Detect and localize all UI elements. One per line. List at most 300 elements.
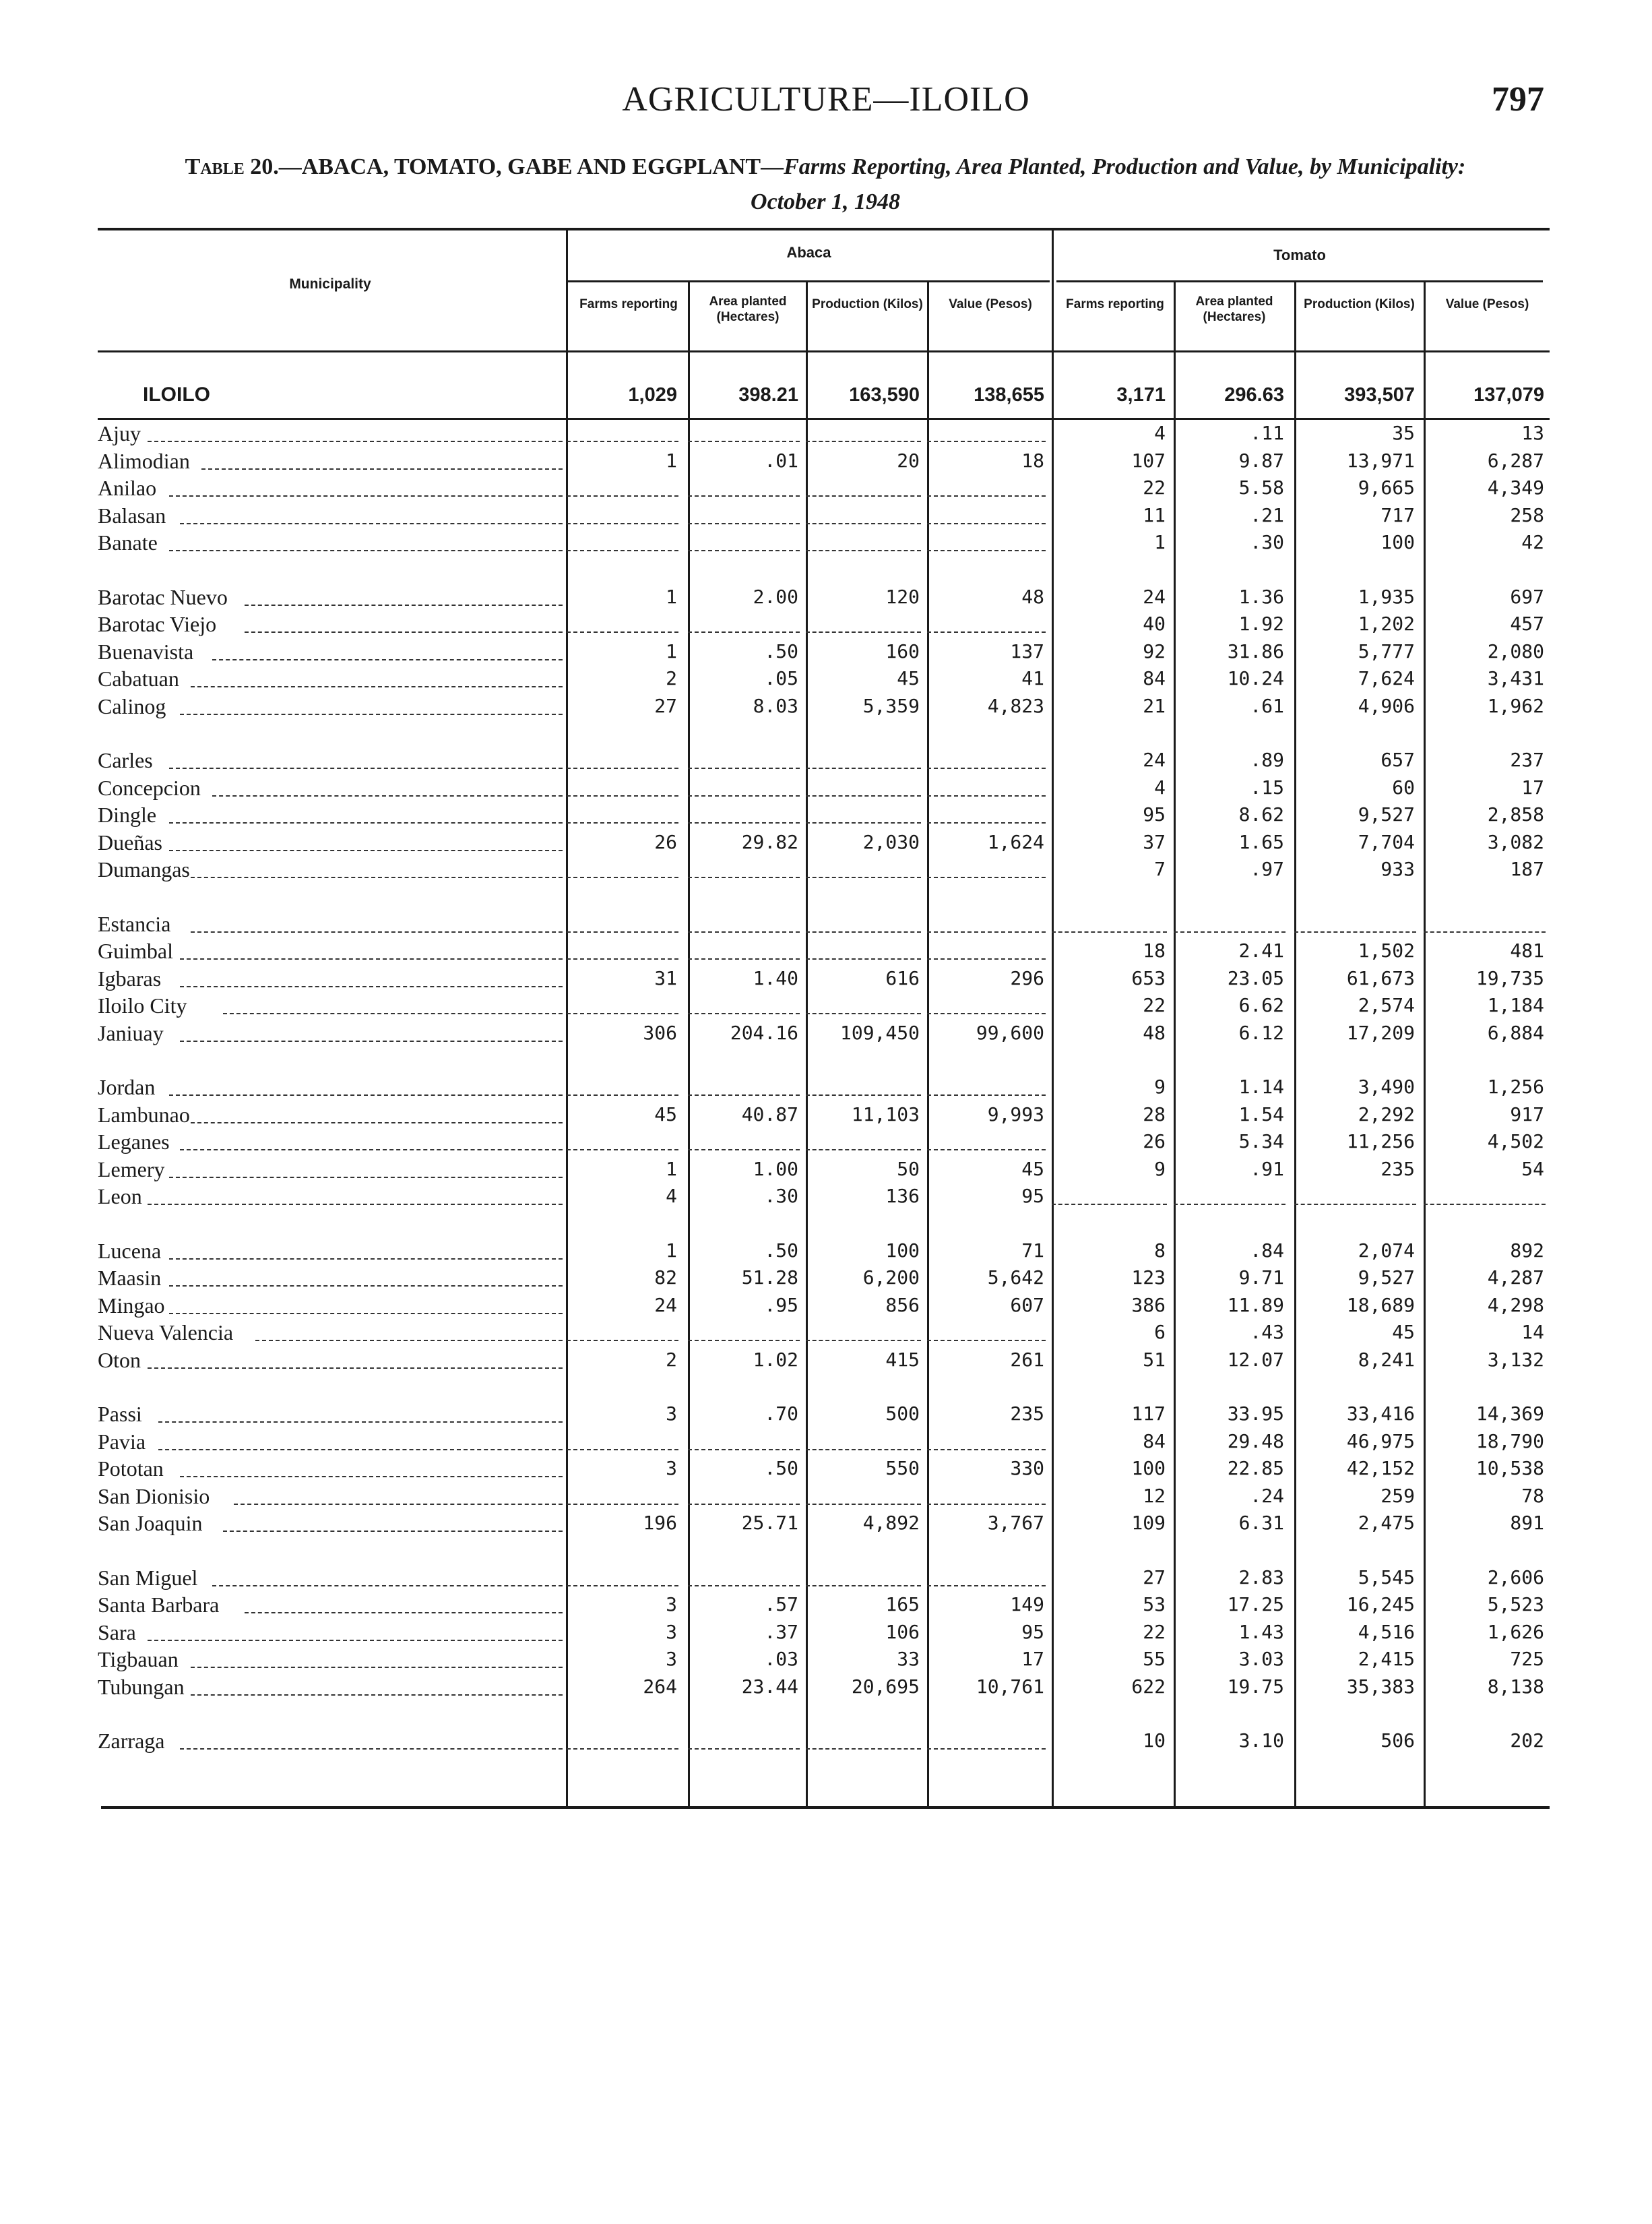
tomato-value-cell: 54 <box>1521 1157 1544 1180</box>
dot-leader <box>180 986 563 987</box>
table-row <box>0 1320 1652 1345</box>
table-row <box>0 1129 1652 1154</box>
page-number: 797 <box>1492 80 1544 119</box>
municipality-name: Dumangas <box>98 857 190 882</box>
abaca-production-header: Production (Kilos) <box>812 297 923 311</box>
empty-cell-leader <box>806 1340 921 1341</box>
municipality-name: Nueva Valencia <box>98 1320 234 1345</box>
dot-leader <box>180 1149 563 1150</box>
empty-cell-leader <box>927 1094 1046 1096</box>
tomato-area-cell: 1.36 <box>1238 585 1284 608</box>
municipality-name: Guimbal <box>98 939 173 963</box>
abaca-area-cell: .01 <box>764 449 798 472</box>
empty-cell-leader <box>1424 931 1546 933</box>
tomato-area-cell: 9.71 <box>1238 1266 1284 1289</box>
tomato-value-cell: 481 <box>1510 939 1544 962</box>
empty-cell-leader <box>567 877 678 878</box>
tomato-area-cell: 17.25 <box>1227 1593 1284 1615</box>
municipality-name: Maasin <box>98 1266 162 1290</box>
abaca-area-cell: .50 <box>764 640 798 662</box>
empty-cell-leader <box>688 877 800 878</box>
abaca-production-cell: 500 <box>885 1402 920 1425</box>
empty-cell-leader <box>806 768 921 769</box>
dot-leader <box>245 1612 563 1613</box>
municipality-name: Dueñas <box>98 830 162 855</box>
abaca-farms-cell: 27 <box>654 694 677 717</box>
dot-leader <box>169 1285 563 1287</box>
tomato-area-cell: 11.89 <box>1227 1293 1284 1316</box>
tomato-value-cell: 457 <box>1510 613 1544 635</box>
tomato-farms-cell: 22 <box>1143 476 1166 499</box>
municipality-name: San Miguel <box>98 1565 198 1590</box>
tomato-production-cell: 9,665 <box>1358 476 1415 499</box>
tomato-area-cell: 1.14 <box>1238 1076 1284 1098</box>
tomato-value-cell: 187 <box>1510 858 1544 880</box>
tomato-farms-cell: 4 <box>1154 776 1166 799</box>
abaca-value-cell: 9,993 <box>987 1103 1044 1125</box>
tomato-value-cell: 1,256 <box>1487 1076 1544 1098</box>
abaca-value-cell: 3,767 <box>987 1512 1044 1534</box>
empty-cell-leader <box>567 441 678 442</box>
tomato-production-cell: 17,209 <box>1346 1021 1415 1044</box>
abaca-value-cell: 296 <box>1010 966 1044 989</box>
tomato-area-cell: .15 <box>1250 776 1284 799</box>
abaca-group-header: Abaca <box>786 244 831 261</box>
tomato-farms-cell: 22 <box>1143 994 1166 1016</box>
tomato-farms-cell: 123 <box>1131 1266 1166 1289</box>
empty-cell-leader <box>1424 1204 1546 1205</box>
municipality-name: Iloilo City <box>98 993 187 1018</box>
tomato-farms-cell: 386 <box>1131 1293 1166 1316</box>
table-row <box>0 1074 1652 1100</box>
tomato-farms-cell: 26 <box>1143 1130 1166 1152</box>
table-row <box>0 503 1652 528</box>
table-row <box>0 1238 1652 1264</box>
table-row <box>0 1156 1652 1182</box>
abaca-production-cell: 550 <box>885 1457 920 1479</box>
dot-leader <box>191 1667 563 1668</box>
abaca-area-cell: .50 <box>764 1239 798 1262</box>
tomato-farms-cell: 653 <box>1131 966 1166 989</box>
tomato-value-cell: 237 <box>1510 749 1544 771</box>
empty-cell-leader <box>688 550 800 551</box>
abaca-production-cell: 2,030 <box>862 830 920 853</box>
empty-cell-leader <box>806 631 921 633</box>
table-row <box>0 747 1652 773</box>
tomato-farms-cell: 51 <box>1143 1348 1166 1371</box>
tomato-production-cell: 4,516 <box>1358 1620 1415 1643</box>
tomato-farms-cell: 84 <box>1143 1429 1166 1452</box>
total-row-rule <box>98 418 1550 420</box>
tomato-area-cell: 1.65 <box>1238 830 1284 853</box>
total-tomato-value: 137,079 <box>1473 384 1544 406</box>
tomato-production-cell: 2,074 <box>1358 1239 1415 1262</box>
tomato-value-cell: 19,735 <box>1475 966 1544 989</box>
municipality-name: Leon <box>98 1184 142 1208</box>
dot-leader <box>234 1504 563 1505</box>
table-row <box>0 1456 1652 1481</box>
dot-leader <box>191 1122 563 1123</box>
empty-cell-leader <box>806 1748 921 1750</box>
abaca-production-cell: 45 <box>897 667 920 689</box>
abaca-farms-cell: 306 <box>643 1021 677 1044</box>
abaca-production-cell: 160 <box>885 640 920 662</box>
group-underline-abaca <box>568 280 1050 282</box>
municipality-name: Santa Barbara <box>98 1593 220 1617</box>
empty-cell-leader <box>688 822 800 824</box>
tomato-production-cell: 933 <box>1380 858 1415 880</box>
abaca-farms-header: Farms reporting <box>579 297 678 311</box>
table-row <box>0 1293 1652 1318</box>
tomato-farms-cell: 27 <box>1143 1566 1166 1588</box>
table-row <box>0 1347 1652 1373</box>
abaca-value-cell: 1,624 <box>987 830 1044 853</box>
tomato-area-cell: .89 <box>1250 749 1284 771</box>
table-row <box>0 1619 1652 1645</box>
empty-cell-leader <box>806 523 921 524</box>
abaca-area-cell: 1.40 <box>753 966 798 989</box>
tomato-value-cell: 2,606 <box>1487 1566 1544 1588</box>
tomato-production-cell: 35 <box>1392 422 1415 444</box>
abaca-area-cell: .95 <box>764 1293 798 1316</box>
table-row <box>0 775 1652 801</box>
empty-cell-leader <box>567 795 678 797</box>
empty-cell-leader <box>806 877 921 878</box>
empty-cell-leader <box>927 1449 1046 1450</box>
empty-cell-leader <box>806 1013 921 1014</box>
abaca-farms-cell: 2 <box>666 1348 677 1371</box>
tomato-area-cell: 22.85 <box>1227 1457 1284 1479</box>
dot-leader <box>180 523 563 524</box>
tomato-farms-cell: 24 <box>1143 585 1166 608</box>
empty-cell-leader <box>567 523 678 524</box>
tomato-value-cell: 4,502 <box>1487 1130 1544 1152</box>
municipality-header: Municipality <box>289 276 371 292</box>
tomato-area-cell: 33.95 <box>1227 1402 1284 1425</box>
abaca-farms-cell: 3 <box>666 1620 677 1643</box>
table-row <box>0 639 1652 665</box>
tomato-area-cell: 10.24 <box>1227 667 1284 689</box>
tomato-farms-cell: 55 <box>1143 1648 1166 1670</box>
abaca-area-cell: 25.71 <box>741 1512 798 1534</box>
abaca-area-cell: 1.00 <box>753 1157 798 1180</box>
abaca-production-cell: 11,103 <box>851 1103 920 1125</box>
empty-cell-leader <box>927 495 1046 497</box>
table-description: Farms Reporting, Area Planted, Production and Value, by Municipality: October 1, 1948 <box>751 154 1466 214</box>
tomato-production-cell: 5,545 <box>1358 1566 1415 1588</box>
abaca-value-cell: 261 <box>1010 1348 1044 1371</box>
tomato-farms-cell: 1 <box>1154 531 1166 553</box>
tomato-value-cell: 891 <box>1510 1512 1544 1534</box>
tomato-area-cell: 2.41 <box>1238 939 1284 962</box>
empty-cell-leader <box>927 768 1046 769</box>
table-caption <box>145 150 1506 220</box>
empty-cell-leader <box>688 795 800 797</box>
tomato-value-cell: 13 <box>1521 422 1544 444</box>
tomato-production-cell: 45 <box>1392 1321 1415 1343</box>
dot-leader <box>180 1748 563 1750</box>
municipality-name: Barotac Viejo <box>98 612 217 636</box>
tomato-farms-cell: 53 <box>1143 1593 1166 1615</box>
municipality-name: Barotac Nuevo <box>98 584 228 609</box>
abaca-farms-cell: 4 <box>666 1185 677 1207</box>
abaca-farms-cell: 31 <box>654 966 677 989</box>
tomato-farms-cell: 21 <box>1143 694 1166 717</box>
abaca-value-cell: 95 <box>1021 1620 1044 1643</box>
dot-leader <box>169 1094 563 1096</box>
abaca-production-cell: 165 <box>885 1593 920 1615</box>
table-row <box>0 611 1652 637</box>
abaca-area-cell: .57 <box>764 1593 798 1615</box>
abaca-farms-cell: 1 <box>666 1157 677 1180</box>
empty-cell-leader <box>567 1585 678 1586</box>
table-row <box>0 1429 1652 1454</box>
municipality-name: Mingao <box>98 1293 165 1318</box>
tomato-production-cell: 16,245 <box>1346 1593 1415 1615</box>
tomato-value-cell: 917 <box>1510 1103 1544 1125</box>
empty-cell-leader <box>688 768 800 769</box>
table-row <box>0 1565 1652 1590</box>
tomato-area-cell: .61 <box>1250 694 1284 717</box>
empty-cell-leader <box>806 1149 921 1150</box>
dot-leader <box>148 1640 563 1641</box>
tomato-value-cell: 17 <box>1521 776 1544 799</box>
tomato-value-cell: 1,626 <box>1487 1620 1544 1643</box>
abaca-area-cell: .03 <box>764 1648 798 1670</box>
tomato-production-cell: 11,256 <box>1346 1130 1415 1152</box>
table-row <box>0 1401 1652 1427</box>
dot-leader <box>148 441 563 442</box>
tomato-farms-cell: 84 <box>1143 667 1166 689</box>
tomato-farms-header: Farms reporting <box>1066 297 1164 311</box>
tomato-farms-cell: 117 <box>1131 1402 1166 1425</box>
tomato-value-cell: 4,349 <box>1487 476 1544 499</box>
abaca-value-cell: 137 <box>1010 640 1044 662</box>
empty-cell-leader <box>567 822 678 824</box>
tomato-farms-cell: 100 <box>1131 1457 1166 1479</box>
tomato-farms-cell: 9 <box>1154 1157 1166 1180</box>
tomato-value-cell: 14,369 <box>1475 1402 1544 1425</box>
tomato-production-cell: 35,383 <box>1346 1675 1415 1698</box>
abaca-area-cell: 2.00 <box>753 585 798 608</box>
empty-cell-leader <box>688 1094 800 1096</box>
empty-cell-leader <box>688 1504 800 1505</box>
table-subject: —ABACA, TOMATO, GABE AND EGGPLANT— <box>278 154 784 179</box>
dot-leader <box>158 1421 563 1423</box>
empty-cell-leader <box>1052 931 1167 933</box>
tomato-production-cell: 13,971 <box>1346 449 1415 472</box>
tomato-production-cell: 60 <box>1392 776 1415 799</box>
empty-cell-leader <box>927 631 1046 633</box>
municipality-name: Tubungan <box>98 1674 185 1699</box>
empty-cell-leader <box>927 1504 1046 1505</box>
tomato-production-cell: 18,689 <box>1346 1293 1415 1316</box>
tomato-area-cell: 29.48 <box>1227 1429 1284 1452</box>
dot-leader <box>169 768 563 769</box>
tomato-area-cell: .97 <box>1250 858 1284 880</box>
abaca-production-cell: 20,695 <box>851 1675 920 1698</box>
total-abaca-production: 163,590 <box>849 384 920 406</box>
tomato-value-cell: 202 <box>1510 1729 1544 1752</box>
tomato-production-cell: 2,475 <box>1358 1512 1415 1534</box>
tomato-area-cell: 5.34 <box>1238 1130 1284 1152</box>
empty-cell-leader <box>1294 1204 1416 1205</box>
abaca-value-cell: 18 <box>1021 449 1044 472</box>
empty-cell-leader <box>927 550 1046 551</box>
tomato-farms-cell: 92 <box>1143 640 1166 662</box>
municipality-name: Anilao <box>98 476 157 500</box>
empty-cell-leader <box>1174 1204 1285 1205</box>
tomato-production-cell: 8,241 <box>1358 1348 1415 1371</box>
municipality-name: San Dionisio <box>98 1483 210 1508</box>
table-row <box>0 1483 1652 1509</box>
abaca-production-cell: 856 <box>885 1293 920 1316</box>
dot-leader <box>245 605 563 606</box>
abaca-farms-cell: 196 <box>643 1512 677 1534</box>
tomato-value-cell: 258 <box>1510 503 1544 526</box>
abaca-area-cell: .30 <box>764 1185 798 1207</box>
tomato-production-cell: 33,416 <box>1346 1402 1415 1425</box>
tomato-farms-cell: 622 <box>1131 1675 1166 1698</box>
abaca-value-cell: 5,642 <box>987 1266 1044 1289</box>
municipality-name: Ajuy <box>98 421 141 445</box>
empty-cell-leader <box>567 1149 678 1150</box>
tomato-production-cell: 3,490 <box>1358 1076 1415 1098</box>
table-row <box>0 857 1652 882</box>
dot-leader <box>169 822 563 824</box>
municipality-name: San Joaquin <box>98 1511 203 1535</box>
abaca-area-cell: 40.87 <box>741 1103 798 1125</box>
empty-cell-leader <box>806 931 921 933</box>
abaca-production-cell: 120 <box>885 585 920 608</box>
table-row <box>0 475 1652 501</box>
tomato-production-cell: 1,935 <box>1358 585 1415 608</box>
tomato-farms-cell: 7 <box>1154 858 1166 880</box>
abaca-farms-cell: 1 <box>666 1239 677 1262</box>
municipality-name: Sara <box>98 1619 136 1644</box>
empty-cell-leader <box>688 1149 800 1150</box>
empty-cell-leader <box>927 441 1046 442</box>
empty-cell-leader <box>567 631 678 633</box>
empty-cell-leader <box>688 1449 800 1450</box>
tomato-value-cell: 2,080 <box>1487 640 1544 662</box>
municipality-name: Cabatuan <box>98 667 179 691</box>
municipality-name: Pavia <box>98 1429 146 1454</box>
dot-leader <box>191 1694 563 1696</box>
empty-cell-leader <box>806 1504 921 1505</box>
municipality-name: Calinog <box>98 693 166 718</box>
empty-cell-leader <box>806 441 921 442</box>
abaca-production-cell: 5,359 <box>862 694 920 717</box>
page-title: AGRICULTURE—ILOILO <box>622 80 1030 119</box>
abaca-value-cell: 17 <box>1021 1648 1044 1670</box>
table-row <box>0 1592 1652 1617</box>
dot-leader <box>169 1258 563 1260</box>
tomato-farms-cell: 24 <box>1143 749 1166 771</box>
abaca-farms-cell: 1 <box>666 585 677 608</box>
tomato-value-cell: 78 <box>1521 1484 1544 1507</box>
tomato-farms-cell: 40 <box>1143 613 1166 635</box>
empty-cell-leader <box>927 523 1046 524</box>
table-row <box>0 1674 1652 1700</box>
empty-cell-leader <box>806 1449 921 1450</box>
empty-cell-leader <box>927 822 1046 824</box>
tomato-group-header: Tomato <box>1273 247 1326 264</box>
tomato-production-cell: 717 <box>1380 503 1415 526</box>
table-row <box>0 911 1652 937</box>
dot-leader <box>180 1041 563 1042</box>
empty-cell-leader <box>688 1585 800 1586</box>
table-bottom-rule <box>101 1806 1550 1809</box>
abaca-area-cell: 23.44 <box>741 1675 798 1698</box>
tomato-production-header: Production (Kilos) <box>1304 297 1415 311</box>
abaca-area-cell: 51.28 <box>741 1266 798 1289</box>
dot-leader <box>169 495 563 497</box>
abaca-farms-cell: 264 <box>643 1675 677 1698</box>
column-header-rule <box>98 350 1550 352</box>
tomato-value-cell: 2,858 <box>1487 803 1544 826</box>
dot-leader <box>158 1449 563 1450</box>
abaca-production-cell: 616 <box>885 966 920 989</box>
empty-cell-leader <box>1294 931 1416 933</box>
abaca-value-cell: 41 <box>1021 667 1044 689</box>
dot-leader <box>223 1531 563 1532</box>
table-row <box>0 938 1652 964</box>
total-abaca-farms: 1,029 <box>628 384 677 406</box>
abaca-value-cell: 95 <box>1021 1185 1044 1207</box>
table-row <box>0 693 1652 719</box>
abaca-production-cell: 106 <box>885 1620 920 1643</box>
municipality-name: Banate <box>98 530 158 555</box>
dot-leader <box>212 1585 563 1586</box>
tomato-area-cell: 6.12 <box>1238 1021 1284 1044</box>
tomato-production-cell: 2,292 <box>1358 1103 1415 1125</box>
abaca-area-cell: 29.82 <box>741 830 798 853</box>
empty-cell-leader <box>806 1094 921 1096</box>
tomato-farms-cell: 6 <box>1154 1321 1166 1343</box>
tomato-area-cell: .84 <box>1250 1239 1284 1262</box>
tomato-value-cell: 3,082 <box>1487 830 1544 853</box>
tomato-production-cell: 4,906 <box>1358 694 1415 717</box>
abaca-area-cell: .50 <box>764 1457 798 1479</box>
abaca-value-cell: 235 <box>1010 1402 1044 1425</box>
empty-cell-leader <box>927 1748 1046 1750</box>
tomato-area-cell: 23.05 <box>1227 966 1284 989</box>
tomato-value-cell: 6,884 <box>1487 1021 1544 1044</box>
table-row <box>0 666 1652 691</box>
abaca-farms-cell: 82 <box>654 1266 677 1289</box>
abaca-area-cell: .37 <box>764 1620 798 1643</box>
tomato-area-cell: .11 <box>1250 422 1284 444</box>
empty-cell-leader <box>567 1504 678 1505</box>
dot-leader <box>169 850 563 851</box>
table-row <box>0 421 1652 446</box>
tomato-value-cell: 1,184 <box>1487 994 1544 1016</box>
tomato-area-cell: 5.58 <box>1238 476 1284 499</box>
municipality-name: Zarraga <box>98 1729 165 1753</box>
dot-leader <box>148 1204 563 1205</box>
empty-cell-leader <box>567 931 678 933</box>
tomato-production-cell: 42,152 <box>1346 1457 1415 1479</box>
total-tomato-farms: 3,171 <box>1116 384 1166 406</box>
empty-cell-leader <box>567 1340 678 1341</box>
tomato-value-cell: 3,431 <box>1487 667 1544 689</box>
empty-cell-leader <box>688 1013 800 1014</box>
tomato-production-cell: 7,704 <box>1358 830 1415 853</box>
table-row <box>0 1020 1652 1046</box>
group-underline-tomato <box>1056 280 1543 282</box>
abaca-farms-cell: 45 <box>654 1103 677 1125</box>
